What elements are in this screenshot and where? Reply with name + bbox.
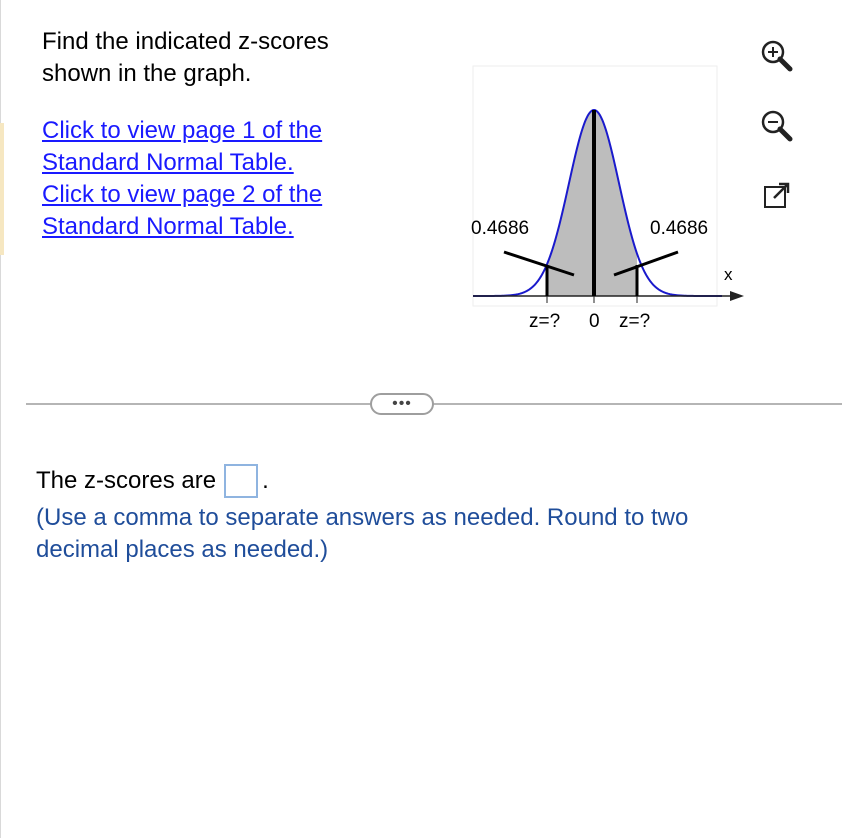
z-scores-answer-input[interactable] [224, 464, 258, 498]
axis-arrow [730, 291, 744, 301]
zoom-out-icon [754, 104, 798, 148]
zoom-in-icon [754, 34, 798, 78]
answer-line [36, 464, 796, 498]
table-page-1-link[interactable] [42, 115, 372, 179]
table-page-2-link[interactable] [42, 179, 372, 243]
left-accent-bar [0, 123, 4, 255]
answer-instructions [36, 502, 796, 566]
table-links [42, 115, 372, 243]
right-z-label: z=? [619, 311, 651, 332]
question-line-2: shown in the graph. [42, 60, 252, 87]
zoom-in-button[interactable] [754, 34, 798, 78]
section-divider [26, 403, 842, 405]
link-2-line-1: Click to view page 2 of the [42, 181, 323, 208]
more-button[interactable]: ••• [370, 393, 434, 415]
question-text [42, 26, 382, 90]
axis-label: x [724, 265, 733, 284]
link-2-line-2: Standard Normal Table. [42, 213, 294, 240]
answer-suffix: . [262, 467, 269, 494]
answer-prefix: The z-scores are [36, 467, 217, 494]
normal-distribution-graph [460, 60, 760, 340]
link-1-line-2: Standard Normal Table. [42, 149, 294, 176]
left-z-label: z=? [529, 311, 561, 332]
graph-svg [460, 60, 760, 340]
question-line-1: Find the indicated z-scores [42, 28, 329, 55]
answer-block [36, 464, 796, 566]
instructions-line-2: decimal places as needed.) [36, 536, 329, 563]
instructions-line-1: (Use a comma to separate answers as needed. Round to two [36, 504, 689, 531]
popout-button[interactable] [754, 174, 798, 218]
left-area-label: 0.4686 [471, 218, 530, 239]
link-1-line-1: Click to view page 1 of the [42, 117, 323, 144]
popout-icon [754, 174, 798, 218]
zoom-out-button[interactable] [754, 104, 798, 148]
graph-tools [754, 34, 798, 244]
right-area-label: 0.4686 [650, 218, 709, 239]
center-label: 0 [589, 311, 600, 332]
